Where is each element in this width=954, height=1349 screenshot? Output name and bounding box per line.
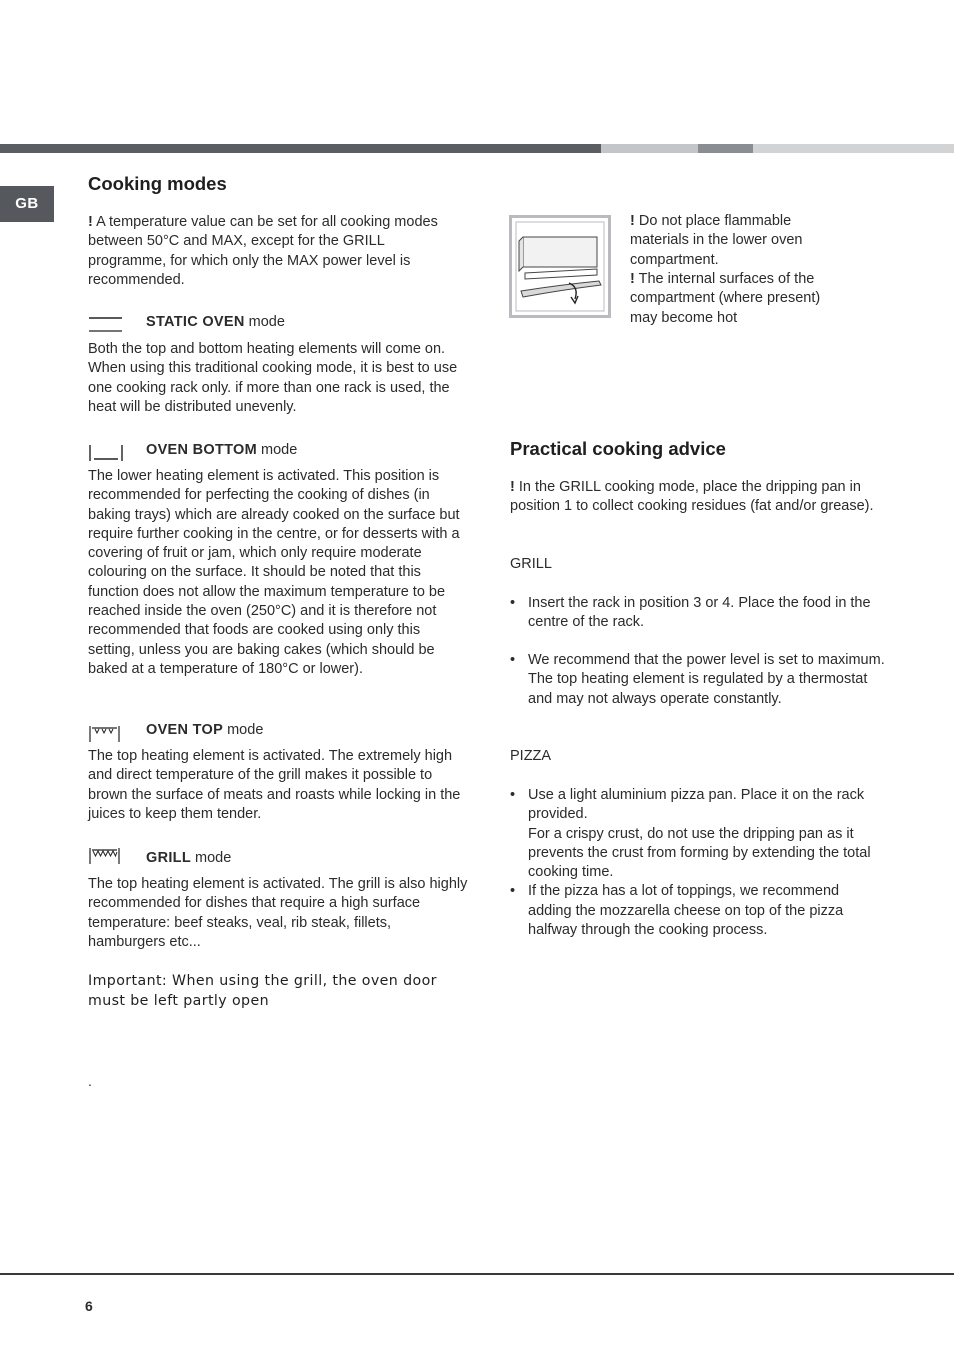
oven-bottom-description: The lower heating element is activated. This position is recommended for perfecting the cooking of dishes (in baking trays) which are already cooked on the surface but require further cooking in the centre, or for desserts with a covering of fruit or jam, which only require moderate colouring on the surface. It should be noted that this function does not allow the maximum temperature to be reached inside the oven (250°C) and it is therefore not recommended that foods are cooked using only this setting, unless you are baking cakes (which should be baked at a temperature of 180°C or lower). [88,468,460,677]
oven-bottom-icon [88,443,126,463]
mode-suffix: mode [244,314,285,330]
header-bar-segment [698,144,753,153]
pizza-subheading: PIZZA [510,748,552,764]
oven-top-icon [88,724,122,744]
list-item: • Insert the rack in position 3 or 4. Place the food in the centre of the rack. [510,594,885,633]
mode-name: OVEN TOP [146,722,224,738]
grill-advice-list [510,594,885,633]
pizza-bullet-continuation: For a crispy crust, do not use the dripping pan as it prevents the crust from forming by extending the total cooking time. [528,825,871,881]
cooking-modes-intro [88,213,463,290]
mode-suffix: mode [191,850,232,866]
static-oven-icon [88,316,124,334]
header-bar-segment [0,144,601,153]
warning-flammable [630,212,830,270]
mode-suffix: mode [223,722,264,738]
mode-name: GRILL [146,850,191,866]
mode-name: OVEN BOTTOM [146,442,257,458]
warning-mark: ! [88,214,93,230]
header-bar-segment [601,144,698,153]
oven-bottom-heading [146,441,297,460]
grill-icon [88,846,122,866]
important-note: Important: When using the grill, the oven door must be left partly open [88,973,437,1009]
language-tab: GB [0,186,54,222]
intro-text: A temperature value can be set for all cooking modes between 50°C and MAX, except for the GRILL programme, for which only the MAX power level is recommended. [88,214,438,288]
cooking-modes-title: Cooking modes [88,173,227,194]
advice-intro [510,478,880,517]
grill-description: The top heating element is activated. The grill is also highly recommended for dishes that require a high surface temperature: beef steaks, veal, rib steak, fillets, hamburgers etc... [88,876,468,950]
static-oven-description: Both the top and bottom heating elements will come on. When using this traditional cooking mode, it is best to use one cooking rack only. if more than one rack is used, the heat will be distributed unevenly. [88,341,458,415]
oven-top-heading [146,721,263,740]
warning-mark: ! [510,479,515,495]
oven-compartment-figure [509,215,611,318]
warning-text: The internal surfaces of the compartment (where present) may become hot [630,271,821,326]
oven-top-description: The top heating element is activated. The extremely high and direct temperature of the grill makes it possible to brown the surface of meats and roasts while locking in the juices to keep them tender. [88,748,461,822]
practical-advice-title: Practical cooking advice [510,438,726,459]
page-number: 6 [85,1298,93,1314]
pizza-advice-list [510,786,885,940]
grill-heading [146,849,231,868]
footer-rule [0,1273,954,1275]
mode-suffix: mode [256,442,298,458]
static-oven-heading [146,313,285,332]
advice-intro-text: In the GRILL cooking mode, place the dripping pan in position 1 to collect cooking residues (fat and/or grease). [510,479,874,515]
warning-mark: ! [630,271,635,287]
pizza-bullet-text: • Use a light aluminium pizza pan. Place it on the rack provided. [528,787,865,823]
warning-hot-surfaces [630,270,830,328]
warning-text: Do not place flammable materials in the lower oven compartment. [630,213,803,268]
header-bar-segment [753,144,954,153]
list-item: • If the pizza has a lot of toppings, we recommend adding the mozzarella cheese on top of the pizza halfway through the cooking process. [510,882,885,940]
stray-dot: . [88,1073,92,1089]
list-item: • We recommend that the power level is set to maximum. The top heating element is regulated by a thermostat and may not always operate constantly. [510,651,885,709]
list-item [510,786,885,882]
mode-name: STATIC OVEN [146,314,245,330]
grill-advice-list [510,651,885,709]
warning-mark: ! [630,213,635,229]
header-bar [0,144,954,153]
grill-subheading: GRILL [510,556,552,572]
